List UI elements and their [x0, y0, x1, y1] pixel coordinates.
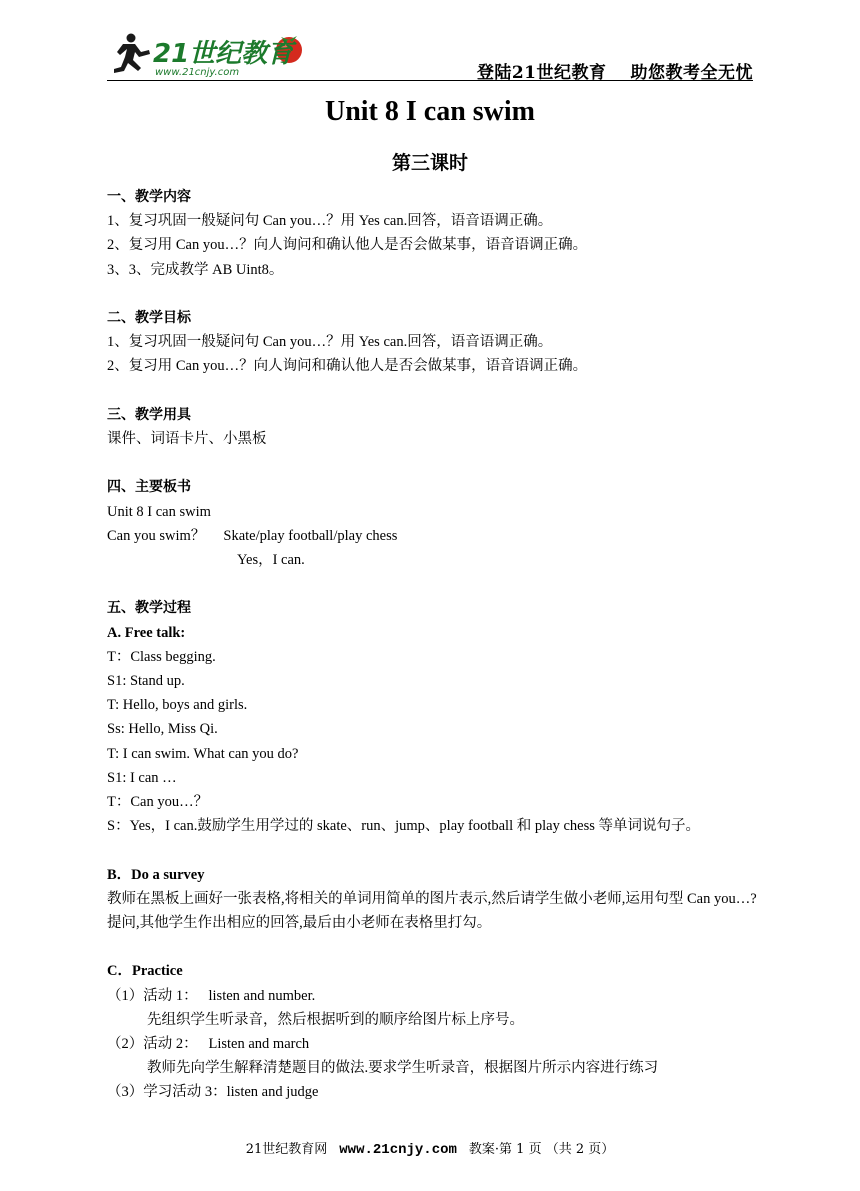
- dialogue-line: T: Hello, boys and girls.: [107, 697, 248, 714]
- spacer: [107, 379, 757, 403]
- dialogue-line: T：Class begging.: [107, 648, 216, 665]
- paragraph: 课件、词语卡片、小黑板: [107, 431, 267, 447]
- board-line: Can you swim？ Skate/play football/play chess: [107, 527, 398, 544]
- dialogue-line: S1: Stand up.: [107, 673, 185, 689]
- page-footer: [0, 1138, 860, 1158]
- footer-page-info: 教案·第 1 页 （共 2 页）: [468, 1142, 615, 1157]
- activity-line: （2）活动 2： Listen and march: [107, 1036, 310, 1053]
- document-body: [107, 185, 757, 1105]
- page-subtitle: 第三课时: [391, 152, 468, 174]
- header-tagline: [477, 58, 753, 83]
- spacer: [107, 935, 757, 959]
- subsection-heading: A. Free talk:: [107, 624, 186, 641]
- spacer: [107, 451, 757, 475]
- dialogue-line: Ss: Hello, Miss Qi.: [107, 721, 218, 738]
- tagline-left: 登陆21世纪教育: [476, 63, 607, 83]
- list-item: 2、复习用 Can you…？向人询问和确认他人是否会做某事，语音语调正确。: [107, 358, 588, 375]
- board-line: Unit 8 I can swim: [107, 503, 211, 520]
- activity-line: 先组织学生听录音，然后根据听到的顺序给图片标上序号。: [147, 1011, 524, 1028]
- tagline-right: 助您教考全无忧: [630, 63, 753, 83]
- logo: [111, 30, 311, 78]
- subsection-heading: C．Practice: [107, 963, 183, 980]
- dialogue-line: T：Can you…？: [107, 794, 209, 811]
- section-heading: 二、教学目标: [107, 310, 191, 326]
- spacer: [107, 572, 757, 596]
- footer-site: 21世纪教育网: [245, 1142, 328, 1157]
- activity-line: （3）学习活动 3：listen and judge: [107, 1084, 319, 1101]
- section-heading: 三、教学用具: [107, 406, 191, 423]
- activity-line: （1）活动 1： listen and number.: [107, 987, 316, 1004]
- logo-url: www.21cnjy.com: [155, 67, 240, 78]
- subsection-heading: B．Do a survey: [107, 866, 205, 883]
- dialogue-line: T: I can swim. What can you do?: [107, 745, 299, 762]
- runner-icon: [114, 34, 150, 74]
- activity-line: 教师先向学生解释清楚题目的做法.要求学生听录音，根据图片所示内容进行练习: [147, 1060, 659, 1077]
- list-item: 3、3、完成教学 AB Uint8。: [107, 261, 284, 278]
- list-item: 2、复习用 Can you…？向人询问和确认他人是否会做某事，语音语调正确。: [107, 237, 588, 254]
- page-header: [107, 28, 753, 81]
- dialogue-line: S1: I can …: [107, 769, 177, 786]
- section-heading: 五、教学过程: [107, 600, 191, 617]
- page-title: Unit 8 I can swim: [324, 96, 535, 127]
- dialogue-line: S：Yes，I can.鼓励学生用学过的 skate、run、jump、play football 和 play chess 等单词说句子。: [107, 818, 700, 835]
- list-item: 1、复习巩固一般疑问句 Can you…？用 Yes can.回答，语音语调正确。: [107, 213, 553, 230]
- paragraph: 教师在黑板上画好一张表格,将相关的单词用简单的图片表示,然后请学生做小老师,运用句型 Can you…?提问,其他学生作出相应的回答,最后由小老师在表格里打勾。: [107, 890, 757, 932]
- section-heading: 一、教学内容: [107, 189, 191, 205]
- list-item: 1、复习巩固一般疑问句 Can you…？用 Yes can.回答，语音语调正确。: [107, 334, 553, 351]
- spacer: [107, 838, 757, 862]
- spacer: [107, 282, 757, 306]
- footer-url[interactable]: www.21cnjy.com: [339, 1142, 457, 1158]
- logo-text: 21世纪教育: [153, 39, 294, 69]
- board-line: Yes，I can.: [237, 552, 305, 568]
- section-heading: 四、主要板书: [107, 479, 191, 496]
